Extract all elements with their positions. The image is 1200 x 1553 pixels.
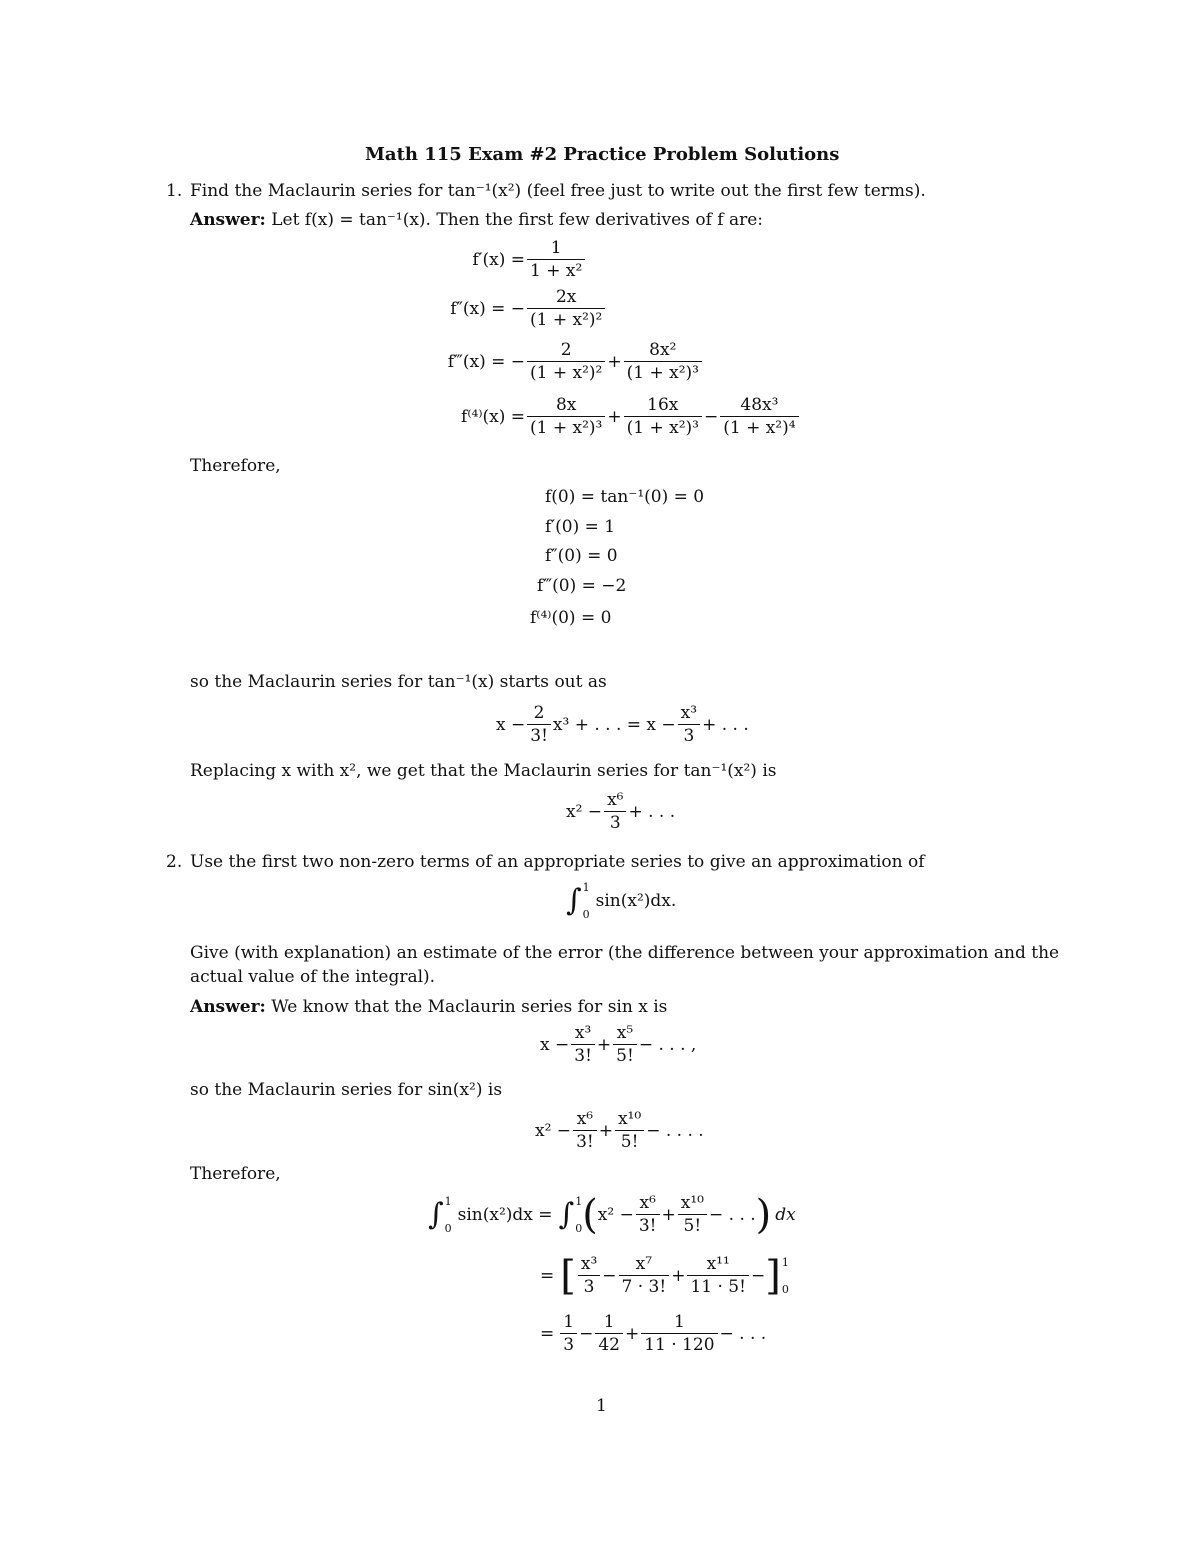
- value-2: f′(0) = 1: [545, 517, 616, 537]
- derivative-3: f‴(x) = − $\frac{2}{\text{(1 + x²)²}}$ + $\frac{\text{8x²}}{\text{(1 + x²)³}}$: [420, 342, 704, 382]
- fraction: $\frac{\text{8x²}}{\text{(1 + x²)³}}$: [624, 342, 702, 382]
- fraction: $\frac{1}{\text{1 + x²}}$: [527, 240, 585, 280]
- fraction: $\frac{\text{x⁶}}{3!}$: [636, 1195, 660, 1235]
- integral-expression: ∫ 1 0 sin(x²)dx.: [566, 881, 677, 921]
- fraction: $\frac{2x}{\text{(1 + x²)²}}$: [527, 289, 605, 329]
- page-title: Math 115 Exam #2 Practice Problem Solutions: [365, 144, 840, 165]
- fraction: $\frac{\text{x³}}{3}$: [678, 705, 700, 745]
- problem-1-number: 1.: [166, 181, 183, 201]
- answer-text: Let f(x) = tan⁻¹(x). Then the first few derivatives of f are:: [271, 210, 764, 230]
- integral-equation-2: = [ $\frac{\text{x³}}{3}$ − $\frac{\text{x⁷}}{7 \cdot 3!}$ + $\frac{\text{x¹¹}}{11 \cdot 5!}$ − ] 1 0: [540, 1253, 789, 1299]
- value-4: f‴(0) = −2: [537, 576, 627, 596]
- fraction: $\frac{\text{x¹¹}}{11 \cdot 5!}$: [687, 1256, 749, 1296]
- problem-2-question: Use the first two non-zero terms of an appropriate series to give an approximation of: [190, 852, 925, 872]
- fraction: $\frac{8x}{\text{(1 + x²)³}}$: [527, 397, 605, 437]
- series-2: x² − $\frac{\text{x⁶}}{3}$ + . . .: [566, 790, 676, 833]
- fraction: $\frac{\text{x⁷}}{7 \cdot 3!}$: [619, 1256, 670, 1296]
- integral-sign: ∫: [428, 1197, 444, 1232]
- problem-2-number: 2.: [166, 852, 183, 872]
- value-5: f⁽⁴⁾(0) = 0: [530, 608, 612, 628]
- problem-2-answer: [190, 999, 667, 1016]
- integral-equation-1: ∫ 1 0 sin(x²)dx = ∫ 1 0 ( x² − $\frac{\text{x⁶}}{3!}$ + $\frac{\text{x¹⁰}}{5!}$ − . . . ) dx: [428, 1192, 796, 1238]
- derivative-2: f″(x) = − $\frac{2x}{\text{(1 + x²)²}}$: [420, 289, 607, 329]
- so-text: so the Maclaurin series for tan⁻¹(x) starts out as: [190, 672, 607, 692]
- fraction: $\frac{\text{x³}}{3}$: [578, 1256, 600, 1296]
- fraction: $\frac{\text{x⁵}}{5!}$: [613, 1025, 637, 1065]
- problem-1-answer: [190, 212, 763, 229]
- so-text-2: so the Maclaurin series for sin(x²) is: [190, 1080, 503, 1100]
- sin2-series: x² − $\frac{\text{x⁶}}{3!}$ + $\frac{\text{x¹⁰}}{5!}$ − . . . .: [535, 1109, 704, 1152]
- fraction: $\frac{\text{48x³}}{\text{(1 + x²)⁴}}$: [720, 397, 798, 437]
- derivative-4: f⁽⁴⁾(x) = $\frac{8x}{\text{(1 + x²)³}}$ + $\frac{16x}{\text{(1 + x²)³}}$ − $\frac{\text{48x³}}{\text{(1 + x²)⁴}}$: [420, 397, 801, 437]
- replace-text: Replacing x with x², we get that the Maclaurin series for tan⁻¹(x²) is: [190, 761, 777, 781]
- series-1: x − $\frac{2}{3!}$ x³ + . . . = x − $\frac{\text{x³}}{3}$ + . . .: [496, 703, 749, 746]
- give-text-1: Give (with explanation) an estimate of the error (the difference between your approximation and the: [190, 943, 1060, 963]
- fraction: $\frac{\text{x¹⁰}}{5!}$: [678, 1195, 707, 1235]
- therefore-text-2: Therefore,: [190, 1164, 281, 1184]
- answer-label: Answer:: [190, 997, 266, 1017]
- integral-sign: ∫: [558, 1197, 575, 1232]
- answer-text: We know that the Maclaurin series for sin x is: [271, 997, 668, 1017]
- problem-1-question: Find the Maclaurin series for tan⁻¹(x²) (feel free just to write out the first few terms).: [190, 181, 926, 201]
- fraction: $\frac{\text{x¹⁰}}{5!}$: [615, 1111, 644, 1151]
- value-1: f(0) = tan⁻¹(0) = 0: [545, 487, 705, 507]
- fraction: $\frac{\text{x³}}{3!}$: [571, 1025, 595, 1065]
- sin-series: x − $\frac{\text{x³}}{3!}$ + $\frac{\text{x⁵}}{5!}$ − . . . ,: [540, 1023, 697, 1066]
- integral-equation-3: = $\frac{1}{3}$ − $\frac{1}{42}$ + $\frac{1}{11 \cdot 120}$ − . . .: [540, 1312, 767, 1355]
- answer-label: Answer:: [190, 210, 266, 230]
- fraction: $\frac{2}{3!}$: [527, 705, 551, 745]
- fraction: $\frac{1}{3}$: [560, 1314, 577, 1354]
- fraction: $\frac{1}{42}$: [595, 1314, 623, 1354]
- fraction: $\frac{2}{\text{(1 + x²)²}}$: [527, 342, 605, 382]
- fraction: $\frac{\text{x⁶}}{3!}$: [573, 1111, 597, 1151]
- integral-sign: ∫: [566, 883, 582, 918]
- derivative-1: f′(x) = $\frac{1}{\text{1 + x²}}$: [420, 240, 587, 280]
- value-3: f″(0) = 0: [545, 546, 618, 566]
- fraction: $\frac{1}{11 \cdot 120}$: [641, 1314, 717, 1354]
- fraction: $\frac{\text{x⁶}}{3}$: [604, 792, 626, 832]
- fraction: $\frac{16x}{\text{(1 + x²)³}}$: [624, 397, 702, 437]
- give-text-2: actual value of the integral).: [190, 967, 436, 987]
- therefore-text: Therefore,: [190, 456, 281, 476]
- page-number: 1: [596, 1396, 607, 1416]
